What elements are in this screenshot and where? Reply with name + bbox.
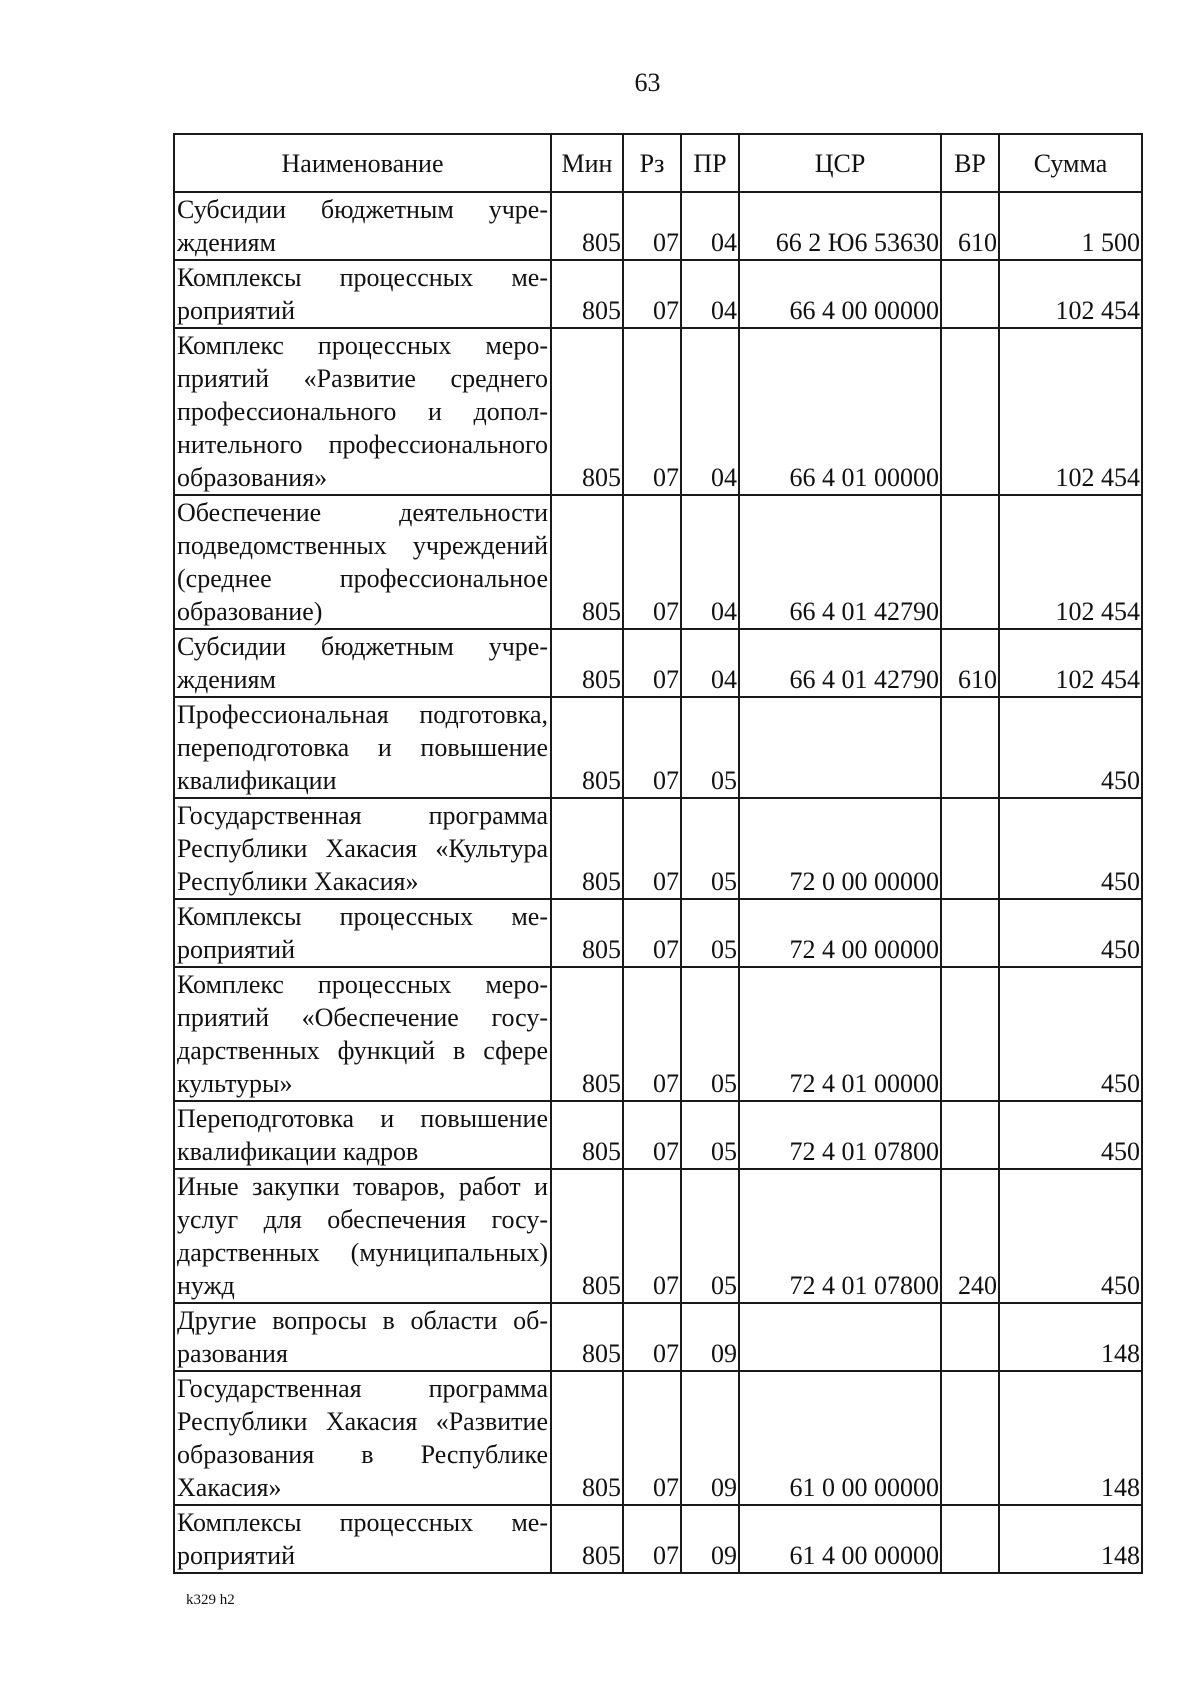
row-sum: 102 454 bbox=[999, 260, 1142, 328]
row-vr bbox=[941, 328, 999, 495]
row-sum: 148 bbox=[999, 1505, 1142, 1573]
row-csr: 66 2 Ю6 53630 bbox=[739, 192, 941, 260]
row-name: Другие вопросы в области образования bbox=[174, 1303, 551, 1371]
row-csr bbox=[739, 1303, 941, 1371]
row-rz: 07 bbox=[623, 697, 681, 798]
table-row bbox=[174, 1169, 1142, 1303]
row-csr: 61 0 00 00000 bbox=[739, 1371, 941, 1505]
row-pr: 05 bbox=[681, 1101, 739, 1169]
table-row bbox=[174, 495, 1142, 629]
row-rz: 07 bbox=[623, 629, 681, 697]
row-sum: 450 bbox=[999, 697, 1142, 798]
row-min: 805 bbox=[551, 697, 623, 798]
row-min: 805 bbox=[551, 1371, 623, 1505]
page-number: 63 bbox=[634, 68, 661, 97]
table-row bbox=[174, 1101, 1142, 1169]
row-sum: 450 bbox=[999, 967, 1142, 1101]
table-row bbox=[174, 629, 1142, 697]
row-pr: 04 bbox=[681, 629, 739, 697]
row-sum: 450 bbox=[999, 1101, 1142, 1169]
row-rz: 07 bbox=[623, 899, 681, 967]
row-pr: 04 bbox=[681, 495, 739, 629]
row-vr bbox=[941, 1101, 999, 1169]
header-sum: Сумма bbox=[999, 134, 1142, 192]
row-csr bbox=[739, 697, 941, 798]
header-min: Мин bbox=[551, 134, 623, 192]
row-csr: 66 4 01 42790 bbox=[739, 495, 941, 629]
row-min: 805 bbox=[551, 1505, 623, 1573]
row-sum: 450 bbox=[999, 798, 1142, 899]
row-vr bbox=[941, 260, 999, 328]
row-name: Субсидии бюджетным учреждениям bbox=[174, 192, 551, 260]
row-vr bbox=[941, 1303, 999, 1371]
row-rz: 07 bbox=[623, 1169, 681, 1303]
row-pr: 09 bbox=[681, 1371, 739, 1505]
row-rz: 07 bbox=[623, 1505, 681, 1573]
table-row bbox=[174, 798, 1142, 899]
row-rz: 07 bbox=[623, 798, 681, 899]
row-min: 805 bbox=[551, 1169, 623, 1303]
row-pr: 09 bbox=[681, 1505, 739, 1573]
row-pr: 04 bbox=[681, 328, 739, 495]
header-csr: ЦСР bbox=[739, 134, 941, 192]
row-vr bbox=[941, 798, 999, 899]
row-pr: 05 bbox=[681, 967, 739, 1101]
row-sum: 148 bbox=[999, 1303, 1142, 1371]
row-rz: 07 bbox=[623, 260, 681, 328]
row-name: Обеспечение деятельности подведомственных учреждений (среднее профессиональное образование) bbox=[174, 495, 551, 629]
row-name: Комплексы процессных мероприятий bbox=[174, 260, 551, 328]
row-rz: 07 bbox=[623, 192, 681, 260]
row-vr: 610 bbox=[941, 629, 999, 697]
row-sum: 102 454 bbox=[999, 328, 1142, 495]
row-name: Комплексы процессных мероприятий bbox=[174, 899, 551, 967]
row-vr: 240 bbox=[941, 1169, 999, 1303]
row-pr: 05 bbox=[681, 697, 739, 798]
header-name: Наименование bbox=[174, 134, 551, 192]
row-sum: 450 bbox=[999, 1169, 1142, 1303]
table-row bbox=[174, 328, 1142, 495]
row-name: Комплекс процессных мероприятий «Развитие среднего профессионального и дополнительного профессионального образования» bbox=[174, 328, 551, 495]
row-vr bbox=[941, 1371, 999, 1505]
row-csr: 66 4 01 00000 bbox=[739, 328, 941, 495]
row-vr: 610 bbox=[941, 192, 999, 260]
row-min: 805 bbox=[551, 967, 623, 1101]
row-vr bbox=[941, 697, 999, 798]
row-rz: 07 bbox=[623, 1303, 681, 1371]
row-pr: 05 bbox=[681, 1169, 739, 1303]
row-pr: 05 bbox=[681, 798, 739, 899]
table-row bbox=[174, 967, 1142, 1101]
budget-table bbox=[173, 133, 1143, 1574]
table-row bbox=[174, 697, 1142, 798]
table-header-row bbox=[174, 134, 1142, 192]
row-min: 805 bbox=[551, 798, 623, 899]
row-name: Переподготовка и повышение квалификации кадров bbox=[174, 1101, 551, 1169]
row-min: 805 bbox=[551, 899, 623, 967]
row-min: 805 bbox=[551, 328, 623, 495]
table-row bbox=[174, 1371, 1142, 1505]
row-csr: 72 4 01 07800 bbox=[739, 1101, 941, 1169]
row-name: Субсидии бюджетным учреждениям bbox=[174, 629, 551, 697]
row-vr bbox=[941, 1505, 999, 1573]
row-sum: 1 500 bbox=[999, 192, 1142, 260]
row-name: Иные закупки товаров, работ и услуг для обеспечения государственных (муниципальных) нужд bbox=[174, 1169, 551, 1303]
row-min: 805 bbox=[551, 629, 623, 697]
row-rz: 07 bbox=[623, 328, 681, 495]
table-row bbox=[174, 1303, 1142, 1371]
header-pr: ПР bbox=[681, 134, 739, 192]
table-row bbox=[174, 1505, 1142, 1573]
row-name: Комплекс процессных мероприятий «Обеспечение государственных функций в сфере культуры» bbox=[174, 967, 551, 1101]
row-vr bbox=[941, 967, 999, 1101]
row-min: 805 bbox=[551, 1303, 623, 1371]
row-sum: 450 bbox=[999, 899, 1142, 967]
row-name: Комплексы процессных мероприятий bbox=[174, 1505, 551, 1573]
row-rz: 07 bbox=[623, 967, 681, 1101]
row-vr bbox=[941, 495, 999, 629]
table-body bbox=[174, 192, 1142, 1573]
row-min: 805 bbox=[551, 260, 623, 328]
table-row bbox=[174, 899, 1142, 967]
row-vr bbox=[941, 899, 999, 967]
row-csr: 66 4 01 42790 bbox=[739, 629, 941, 697]
row-csr: 66 4 00 00000 bbox=[739, 260, 941, 328]
row-csr: 61 4 00 00000 bbox=[739, 1505, 941, 1573]
row-sum: 148 bbox=[999, 1371, 1142, 1505]
row-min: 805 bbox=[551, 495, 623, 629]
row-name: Государственная программа Республики Хакасия «Культура Республики Хакасия» bbox=[174, 798, 551, 899]
row-sum: 102 454 bbox=[999, 495, 1142, 629]
row-rz: 07 bbox=[623, 1101, 681, 1169]
row-sum: 102 454 bbox=[999, 629, 1142, 697]
row-rz: 07 bbox=[623, 495, 681, 629]
row-csr: 72 4 01 07800 bbox=[739, 1169, 941, 1303]
header-vr: ВР bbox=[941, 134, 999, 192]
row-csr: 72 4 00 00000 bbox=[739, 899, 941, 967]
row-min: 805 bbox=[551, 1101, 623, 1169]
row-pr: 09 bbox=[681, 1303, 739, 1371]
row-name: Государственная программа Республики Хакасия «Развитие образования в Республике Хакасия» bbox=[174, 1371, 551, 1505]
row-pr: 05 bbox=[681, 899, 739, 967]
table-row bbox=[174, 192, 1142, 260]
row-min: 805 bbox=[551, 192, 623, 260]
row-rz: 07 bbox=[623, 1371, 681, 1505]
table-row bbox=[174, 260, 1142, 328]
row-pr: 04 bbox=[681, 260, 739, 328]
row-csr: 72 0 00 00000 bbox=[739, 798, 941, 899]
row-pr: 04 bbox=[681, 192, 739, 260]
footer-code: k329 h2 bbox=[186, 1592, 235, 1608]
header-rz: Рз bbox=[623, 134, 681, 192]
row-csr: 72 4 01 00000 bbox=[739, 967, 941, 1101]
row-name: Профессиональная подготовка, переподготовка и повышение квалификации bbox=[174, 697, 551, 798]
